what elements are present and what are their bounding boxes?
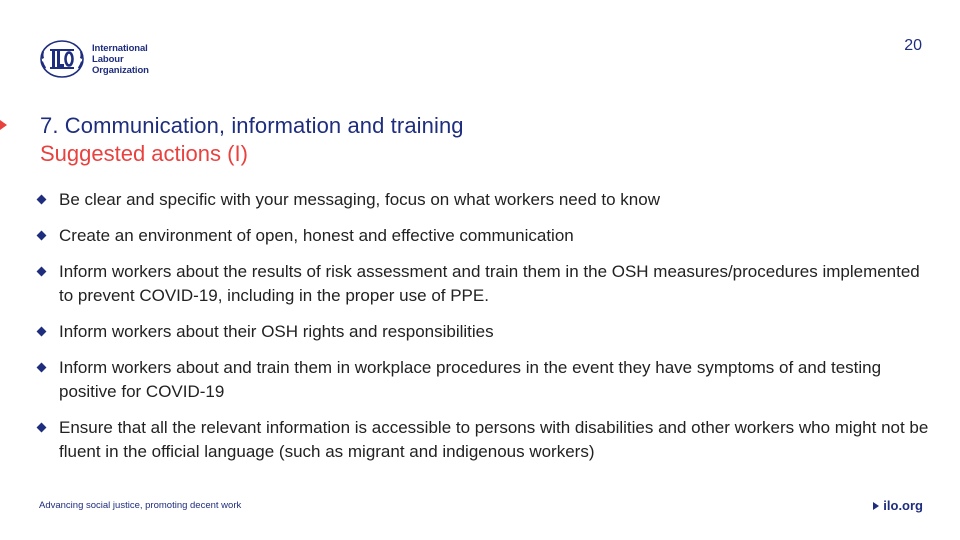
diamond-bullet-icon (37, 423, 47, 433)
ilo-logo (38, 38, 149, 80)
page-number: 20 (904, 37, 922, 54)
diamond-bullet-icon (37, 327, 47, 337)
logo-line-2: Labour (92, 53, 124, 65)
slide-title: 7. Communication, information and training (40, 113, 464, 138)
diamond-bullet-icon (37, 195, 47, 205)
bullet-text: Create an environment of open, honest and effective communication (59, 226, 574, 245)
logo-wordmark (92, 43, 149, 76)
title-block (40, 112, 464, 168)
list-item (37, 260, 937, 308)
logo-line-1: International (92, 42, 148, 54)
list-item (37, 416, 937, 464)
list-item (37, 188, 937, 212)
bullet-text: Inform workers about and train them in workplace procedures in the event they have symptoms of and testing positive for COVID-19 (59, 358, 882, 401)
triangle-marker-icon (0, 120, 7, 130)
diamond-bullet-icon (37, 267, 47, 277)
diamond-bullet-icon (37, 231, 47, 241)
diamond-bullet-icon (37, 363, 47, 373)
bullet-text: Inform workers about the results of risk assessment and train them in the OSH measures/procedures implemented to prevent COVID-19, including in the proper use of PPE. (59, 262, 920, 305)
ilo-emblem-icon (38, 38, 86, 80)
footer-tagline: Advancing social justice, promoting decent work (39, 500, 242, 511)
list-item (37, 356, 937, 404)
slide-subtitle: Suggested actions (I) (40, 141, 248, 166)
list-item (37, 224, 937, 248)
bullet-text: Be clear and specific with your messaging, focus on what workers need to know (59, 190, 660, 209)
arrow-right-icon (873, 502, 879, 510)
ilo-website-link-text: ilo.org (883, 498, 923, 513)
bullet-text: Ensure that all the relevant information is accessible to persons with disabilities and other workers who might not be fluent in the official language (such as migrant and indigenous workers) (59, 418, 929, 461)
list-item (37, 320, 937, 344)
ilo-website-link[interactable] (873, 498, 923, 513)
logo-line-3: Organization (92, 64, 149, 76)
bullet-list (37, 188, 937, 464)
bullet-text: Inform workers about their OSH rights and responsibilities (59, 322, 494, 341)
